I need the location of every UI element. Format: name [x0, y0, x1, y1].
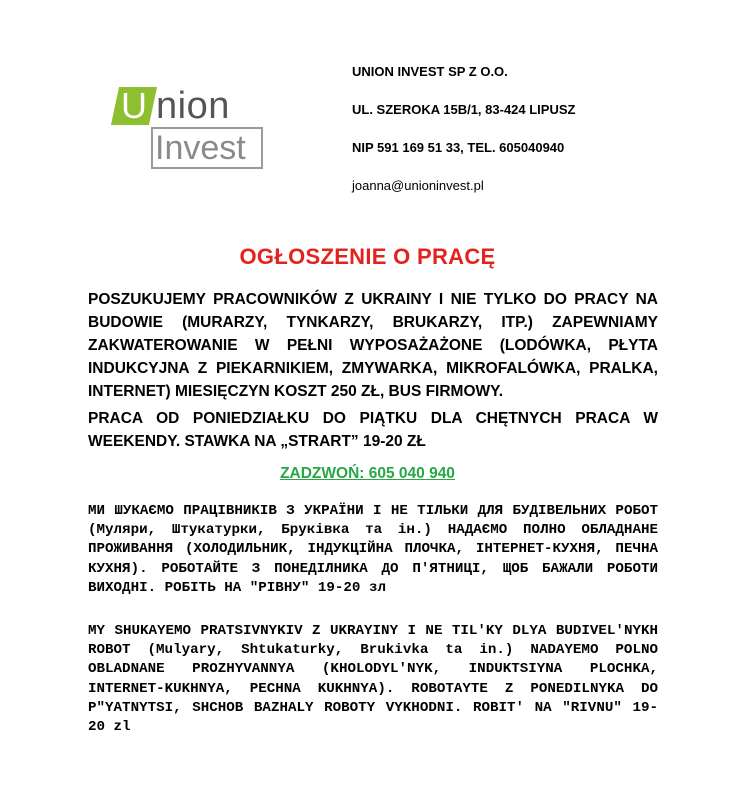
logo-u-mark: U: [111, 87, 157, 125]
transliteration-paragraph: MY SHUKAYEMO PRATSIVNYKIV Z UKRAYINY I NE TIL'KY DLYA BUDIVEL'NYKH ROBOT (Mulyary, Shtukaturky, Brukivka ta in.) NADAYEMO POLNO OBLADNANE PROZHYVANNYA (KHOLODYL'NYK, INDUKTSIYNA PLOCHKA, INTERNET-KUKHNYA, PECHNA KUKHNYA). ROBOTAYTE Z PONEDILNYKA DO P"YATNYTSI, SHCHOB BAZHALY ROBOTY VYKHODNI. ROBIT' NA "RIVNU" 19-20 zl: [88, 623, 658, 736]
company-nip-tel: NIP 591 169 51 33, TEL. 605040940: [352, 140, 565, 155]
company-name: UNION INVEST SP Z O.O.: [352, 64, 508, 79]
logo-nion-text: nion: [156, 85, 230, 127]
phone-call-link[interactable]: ZADZWOŃ: 605 040 940: [280, 465, 455, 482]
company-info: [352, 58, 575, 210]
company-address: UL. SZEROKA 15B/1, 83-424 LIPUSZ: [352, 102, 576, 117]
polish-paragraph-1: POSZUKUJEMY PRACOWNIKÓW Z UKRAINY I NIE TYLKO DO PRACY NA BUDOWIE (MURARZY, TYNKARZY, BRUKARZY, ITP.) ZAPEWNIAMY ZAKWATEROWANIE W PEŁNI WYPOSAŻAŻONE (LODÓWKA, PŁYTA INDUKCYJNA Z PIEKARNIKIEM, ZMYWARKA, MIKROFALÓWKA, PRALKA, INTERNET) MIESIĘCZYN KOSZT 250 ZŁ, BUS FIRMOWY.: [88, 291, 658, 400]
page-title: OGŁOSZENIE O PRACĘ: [239, 244, 496, 269]
polish-paragraph-2: PRACA OD PONIEDZIAŁKU DO PIĄTKU DLA CHĘTNYCH PRACA W WEEKENDY. STAWKA NA „STRART” 19-20 ZŁ: [88, 410, 658, 450]
company-email: joanna@unioninvest.pl: [352, 178, 484, 193]
ukrainian-paragraph: МИ ШУКАЄМО ПРАЦІВНИКІВ З УКРАЇНИ І НЕ ТІЛЬКИ ДЛЯ БУДІВЕЛЬНИХ РОБОТ (Муляри, Штукатурки, Бруківка та ін.) НАДАЄМО ПОЛНО ОБЛАДНАНЕ ПРОЖИВАННЯ (ХОЛОДИЛЬНИК, ІНДУКЦІЙНА ПЛОЧКА, ІНТЕРНЕТ-КУХНЯ, ПЕЧНА КУХНЯ). РОБОТАЙТЕ З ПОНЕДІЛНИКА ДО П'ЯТНИЦІ, ЩОБ БАЖАЛИ РОБОТИ ВИХОДНІ. РОБІТЬ НА "РІВНУ" 19-20 зл: [88, 503, 658, 596]
logo-invest-box: Invest: [151, 127, 263, 169]
company-logo: [115, 83, 265, 175]
